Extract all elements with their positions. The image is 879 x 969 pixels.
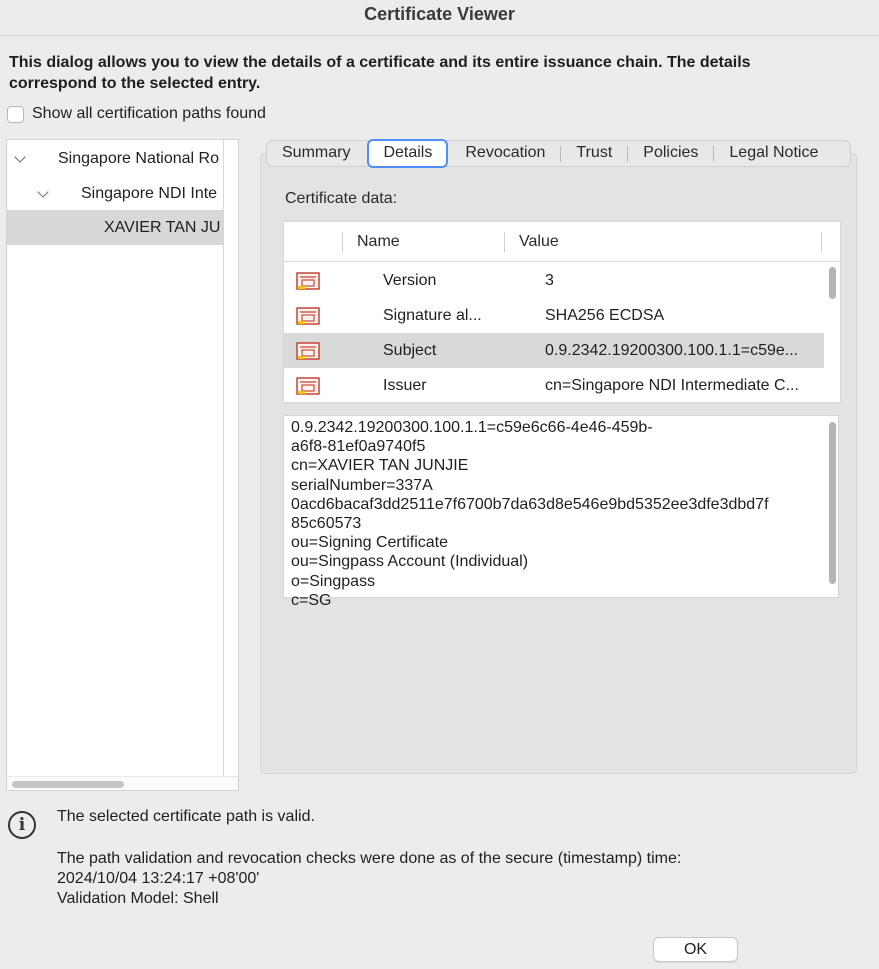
info-icon: i (8, 811, 36, 839)
path-valid-message: The selected certificate path is valid. (57, 808, 315, 825)
window-title: Certificate Viewer (0, 0, 879, 36)
column-header-name[interactable]: Name (357, 233, 400, 250)
detail-line: ou=Singpass Account (Individual) (291, 553, 529, 571)
chevron-down-icon[interactable] (37, 188, 49, 200)
detail-line: 0.9.2342.19200300.100.1.1=c59e6c66-4e46-459b- (291, 419, 653, 436)
tab-summary[interactable]: Summary (282, 144, 351, 161)
certificate-data-label: Certificate data: (285, 190, 398, 207)
tree-item-intermediate[interactable] (7, 176, 223, 211)
table-row[interactable] (284, 368, 824, 403)
column-separator (342, 232, 343, 252)
field-name: Signature al... (383, 307, 482, 324)
validation-timestamp: 2024/10/04 13:24:17 +08'00' (57, 870, 260, 887)
field-name: Subject (383, 342, 437, 359)
field-value: cn=Singapore NDI Intermediate C... (545, 377, 799, 394)
column-separator (504, 232, 505, 252)
tree-item-label: Singapore NDI Inte (81, 184, 218, 202)
table-row[interactable] (284, 263, 824, 298)
tab-details[interactable]: Details (367, 139, 448, 168)
show-all-paths-checkbox[interactable] (7, 106, 24, 123)
certificate-icon (296, 377, 320, 395)
scrollbar-thumb[interactable] (12, 781, 124, 788)
show-all-paths-label: Show all certification paths found (32, 105, 266, 122)
detail-line: 85c60573 (291, 515, 362, 533)
column-separator (821, 232, 822, 252)
field-value: 3 (545, 272, 554, 289)
detail-scrollbar[interactable] (829, 422, 836, 584)
validation-time-label: The path validation and revocation checks were done as of the secure (timestamp) time: (57, 850, 682, 867)
detail-line: cn=XAVIER TAN JUNJIE (291, 457, 469, 475)
tree-item-label: XAVIER TAN JU (104, 218, 221, 236)
table-header (284, 222, 840, 262)
intro-text: This dialog allows you to view the details of a certificate and its entire issuance chain. The details correspond to the selected entry. (9, 54, 751, 92)
tab-revocation[interactable]: Revocation (465, 144, 546, 161)
table-scrollbar[interactable] (829, 267, 836, 299)
tab-policies[interactable]: Policies (643, 144, 699, 161)
column-header-value[interactable]: Value (519, 233, 559, 250)
detail-line: ou=Signing Certificate (291, 534, 448, 552)
divider (223, 140, 224, 776)
certificate-fields-table[interactable] (283, 221, 841, 403)
tree-item-label: Singapore National Ro (58, 149, 219, 167)
validation-model: Validation Model: Shell (57, 890, 219, 907)
certificate-icon (296, 307, 320, 325)
ok-button[interactable]: OK (653, 937, 738, 962)
field-detail-text[interactable] (283, 415, 839, 609)
certificate-icon (296, 342, 320, 360)
detail-line: o=Singpass (291, 572, 376, 590)
detail-line: serialNumber=337A (291, 476, 433, 494)
certificate-chain-tree[interactable] (6, 139, 239, 791)
detail-line: c=SG (291, 591, 332, 609)
table-row[interactable] (284, 298, 824, 333)
detail-line: 0acd6bacaf3dd2511e7f6700b7da63d8e546e9bd5352ee3dfe3dbd7f (291, 495, 769, 513)
horizontal-scrollbar[interactable] (7, 776, 238, 790)
tab-trust[interactable]: Trust (576, 144, 613, 161)
field-name: Version (383, 272, 437, 289)
validation-details (57, 849, 681, 909)
field-value: SHA256 ECDSA (545, 307, 665, 324)
detail-line: a6f8-81ef0a9740f5 (291, 438, 426, 456)
show-all-paths-option[interactable] (7, 104, 266, 124)
field-value: 0.9.2342.19200300.100.1.1=c59e... (545, 342, 799, 359)
chevron-down-icon[interactable] (14, 153, 26, 165)
tab-bar (266, 140, 851, 167)
certificate-icon (296, 272, 320, 290)
tab-legal-notice[interactable]: Legal Notice (729, 144, 819, 161)
tree-item-leaf[interactable] (7, 210, 223, 245)
tree-item-root[interactable] (7, 141, 223, 176)
field-name: Issuer (383, 377, 427, 394)
table-row[interactable] (284, 333, 824, 368)
